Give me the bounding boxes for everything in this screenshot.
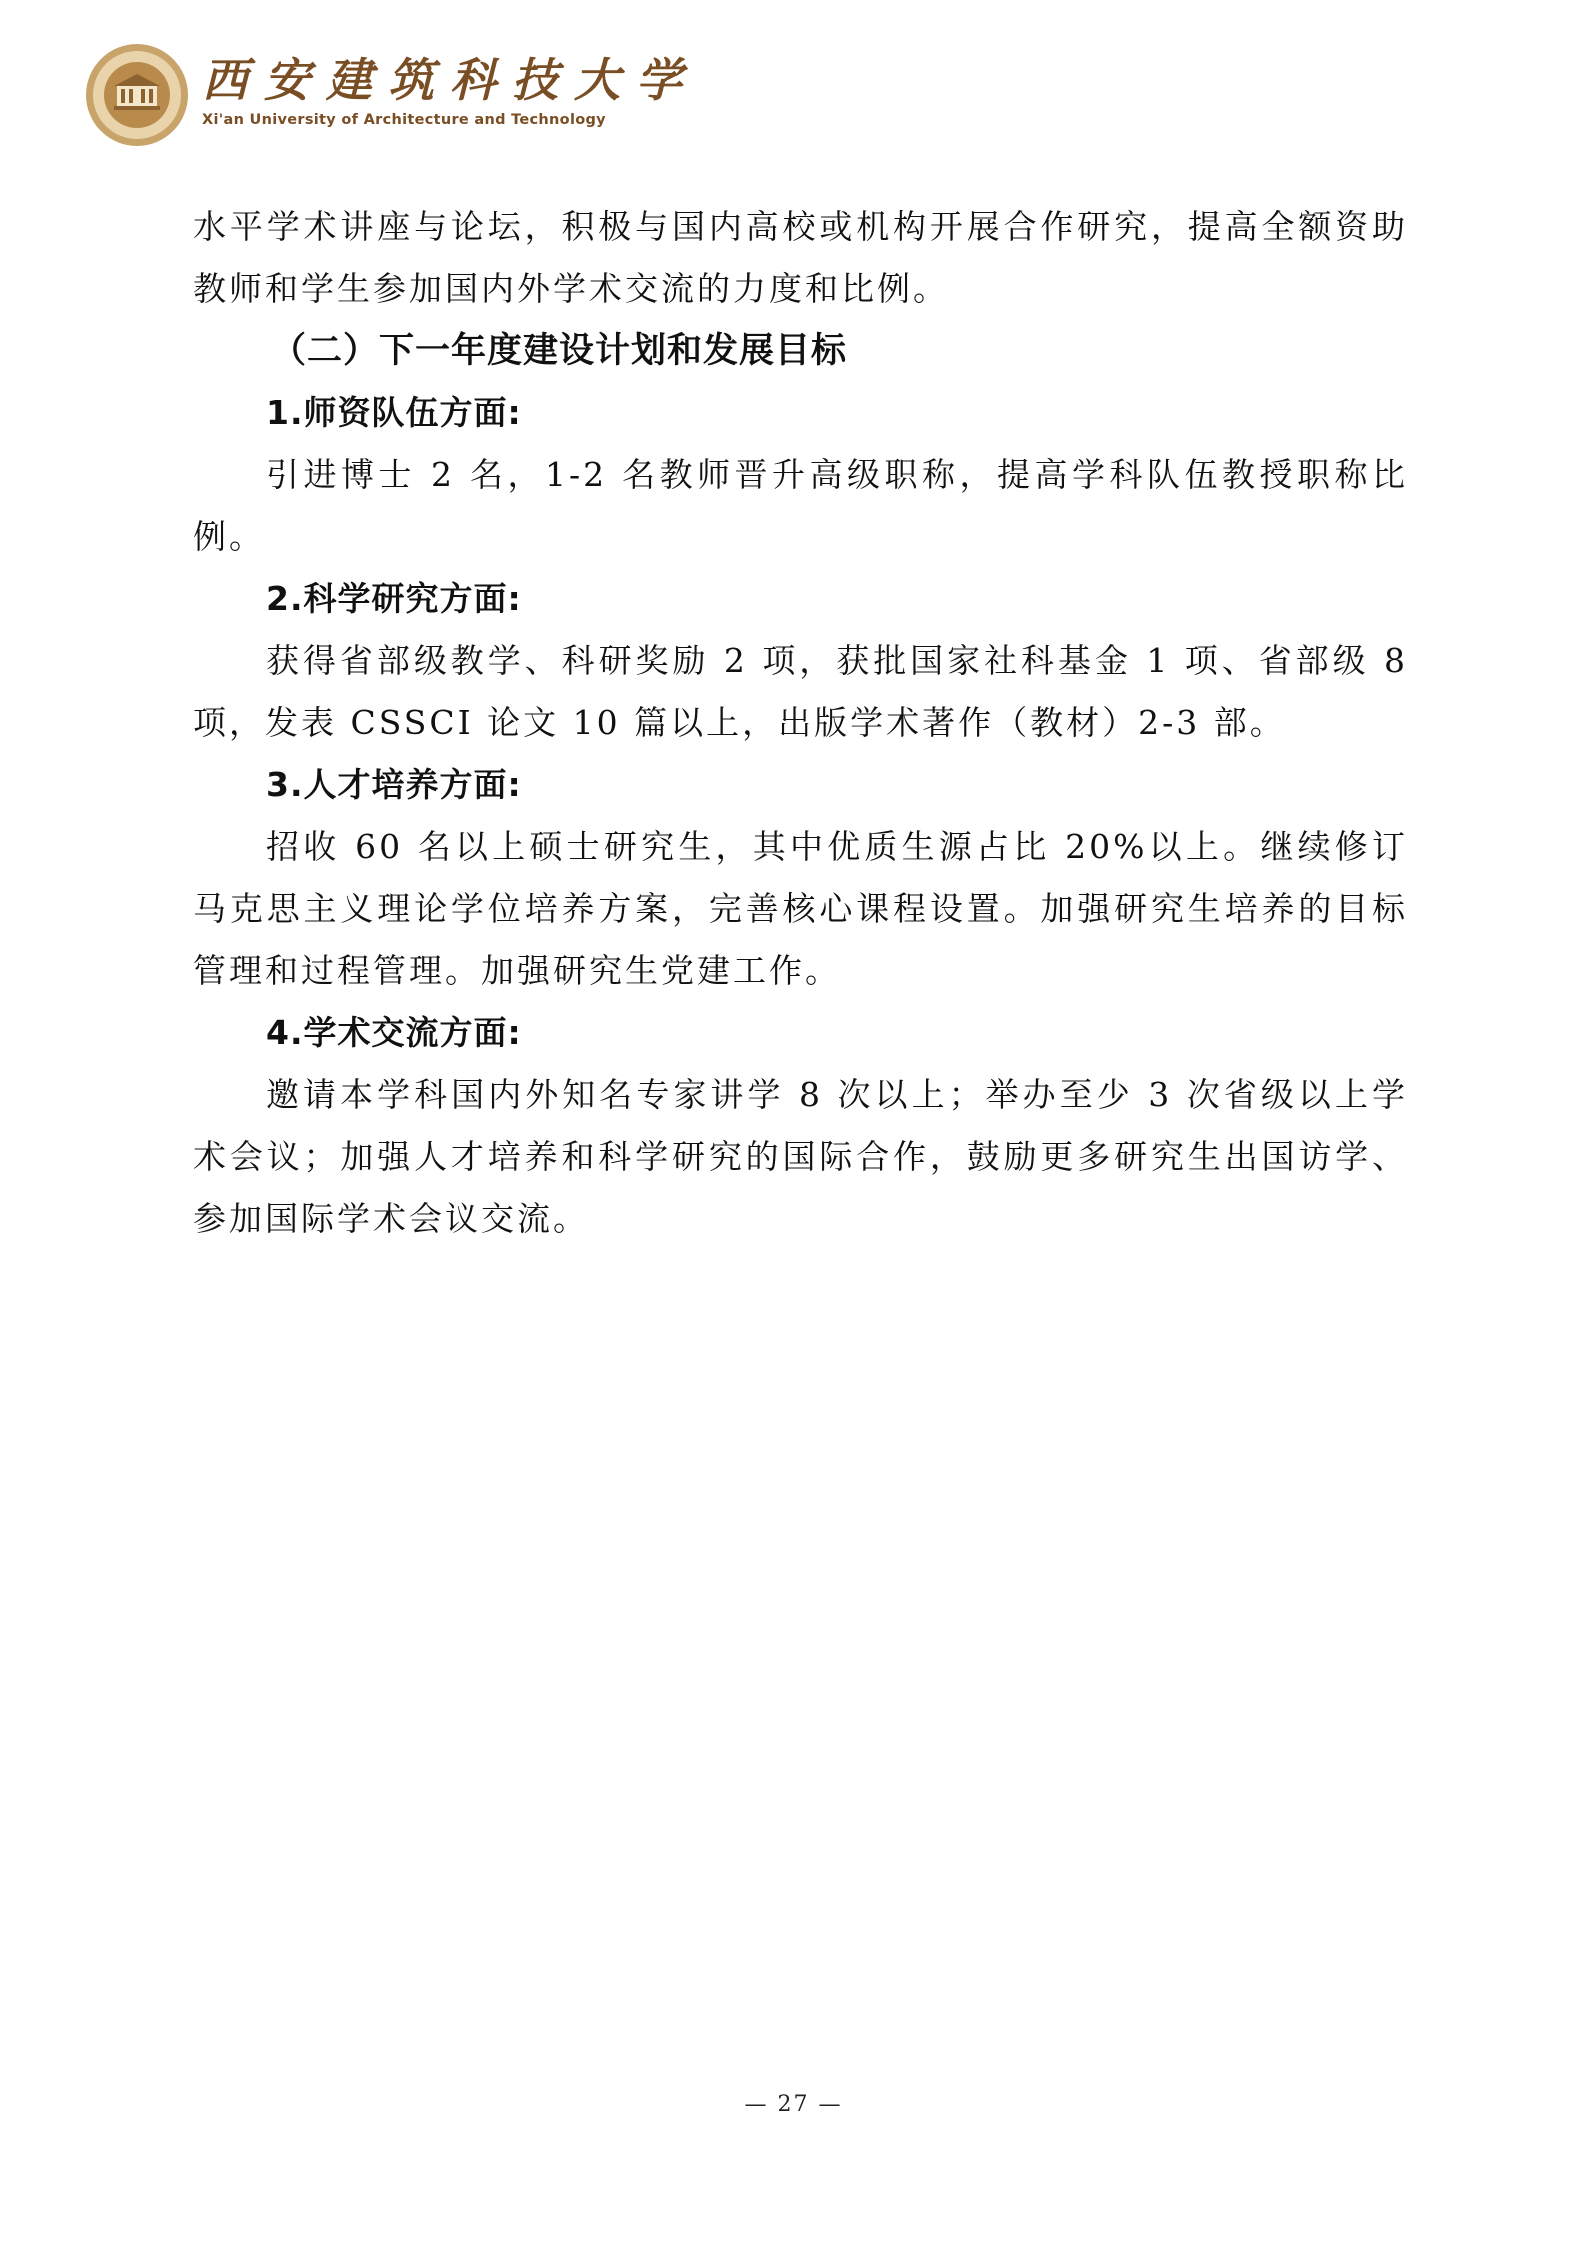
item-text-exchange: 邀请本学科国内外知名专家讲学 8 次以上；举办至少 3 次省级以上学术会议；加强人才培养和科学研究的国际合作，鼓励更多研究生出国访学、参加国际学术会议交流。 — [193, 1075, 1408, 1238]
university-name-cn: 西安建筑科技大学 — [202, 53, 698, 107]
item-heading-talent: 3.人才培养方面: — [266, 765, 522, 804]
university-name-en: Xi'an University of Architecture and Technology — [202, 112, 606, 128]
item-text-research: 获得省部级教学、科研奖励 2 项，获批国家社科基金 1 项、省部级 8 项，发表 CSSCI 论文 10 篇以上，出版学术著作（教材）2-3 部。 — [193, 641, 1408, 742]
section-heading: （二）下一年度建设计划和发展目标 — [271, 331, 848, 371]
item-text-faculty: 引进博士 2 名，1-2 名教师晋升高级职称，提高学科队伍教授职称比例。 — [193, 455, 1408, 556]
university-brand — [202, 50, 698, 128]
university-seal-icon — [84, 42, 190, 148]
page-number: — 27 — — [744, 2092, 843, 2117]
item-text-talent: 招收 60 名以上硕士研究生，其中优质生源占比 20%以上。继续修订马克思主义理论学位培养方案，完善核心课程设置。加强研究生培养的目标管理和过程管理。加强研究生党建工作。 — [193, 827, 1408, 990]
intro-paragraph: 水平学术讲座与论坛，积极与国内高校或机构开展合作研究，提高全额资助教师和学生参加国内外学术交流的力度和比例。 — [193, 207, 1408, 308]
item-heading-research: 2.科学研究方面: — [266, 579, 522, 618]
item-heading-exchange: 4.学术交流方面: — [266, 1013, 522, 1052]
item-heading-faculty: 1.师资队伍方面: — [266, 393, 522, 432]
page-header — [84, 42, 784, 152]
document-body — [193, 196, 1408, 1250]
